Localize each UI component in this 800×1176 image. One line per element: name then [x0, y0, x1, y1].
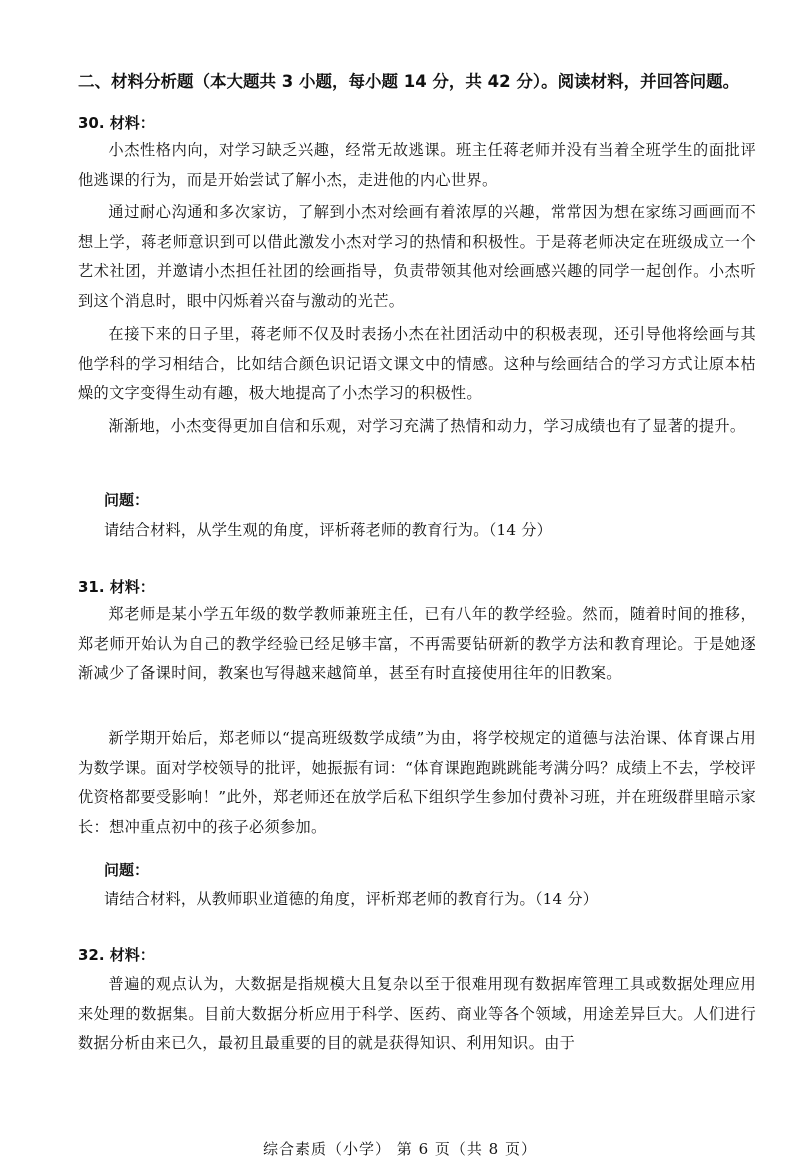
q32-paragraph-1: 普遍的观点认为，大数据是指规模大且复杂以至于很难用现有数据库管理工具或数据处理应用来处理的数据集。目前大数据分析应用于科学、医药、商业等各个领域，用途差异巨大。人们进行数据分析由来已久，最初且最重要的目的就是获得知识、利用知识。由于 — [78, 975, 756, 1052]
question-32-heading: 32. 材料： — [78, 946, 155, 964]
q31-question-label: 问题： — [104, 861, 150, 879]
q30-paragraph-1: 小杰性格内向，对学习缺乏兴趣，经常无故逃课。班主任蒋老师并没有当着全班学生的面批评他逃课的行为，而是开始尝试了解小杰，走进他的内心世界。 — [78, 141, 756, 189]
q30-paragraph-3: 在接下来的日子里，蒋老师不仅及时表扬小杰在社团活动中的积极表现，还引导他将绘画与其他学科的学习相结合，比如结合颜色识记语文课文中的情感。这种与绘画结合的学习方式让原本枯燥的文字变得生动有趣，极大地提高了小杰学习的积极性。 — [78, 325, 756, 402]
question-31-heading: 31. 材料： — [78, 578, 155, 596]
section-title: 二、材料分析题（本大题共 3 小题，每小题 14 分，共 42 分）。阅读材料，并回答问题。 — [78, 72, 740, 91]
q30-question: 请结合材料，从学生观的角度，评析蒋老师的教育行为。（14 分） — [104, 521, 553, 539]
q31-paragraph-1: 郑老师是某小学五年级的数学教师兼班主任，已有八年的教学经验。然而，随着时间的推移，郑老师开始认为自己的教学经验已经足够丰富，不再需要钻研新的教学方法和教育理论。于是她逐渐减少了备课时间，教案也写得越来越简单，甚至有时直接使用往年的旧教案。 — [78, 605, 756, 682]
q30-paragraph-4: 渐渐地，小杰变得更加自信和乐观，对学习充满了热情和动力，学习成绩也有了显著的提升。 — [108, 417, 746, 435]
q30-paragraph-2: 通过耐心沟通和多次家访，了解到小杰对绘画有着浓厚的兴趣，常常因为想在家练习画画而不想上学，蒋老师意识到可以借此激发小杰对学习的热情和积极性。于是蒋老师决定在班级成立一个艺术社团，并邀请小杰担任社团的绘画指导，负责带领其他对绘画感兴趣的同学一起创作。小杰听到这个消息时，眼中闪烁着兴奋与激动的光芒。 — [78, 203, 756, 310]
question-30-heading: 30. 材料： — [78, 114, 155, 132]
q30-question-label: 问题： — [104, 491, 150, 509]
page-footer: 综合素质（小学） 第 6 页（共 8 页） — [263, 1140, 537, 1158]
q31-question: 请结合材料，从教师职业道德的角度，评析郑老师的教育行为。（14 分） — [104, 890, 599, 908]
q31-paragraph-2: 新学期开始后，郑老师以“提高班级数学成绩”为由，将学校规定的道德与法治课、体育课占用为数学课。面对学校领导的批评，她振振有词：“体育课跑跑跳跳能考满分吗？成绩上不去，学校评优资格都要受影响！”此外，郑老师还在放学后私下组织学生参加付费补习班，并在班级群里暗示家长：想冲重点初中的孩子必须参加。 — [78, 729, 756, 836]
